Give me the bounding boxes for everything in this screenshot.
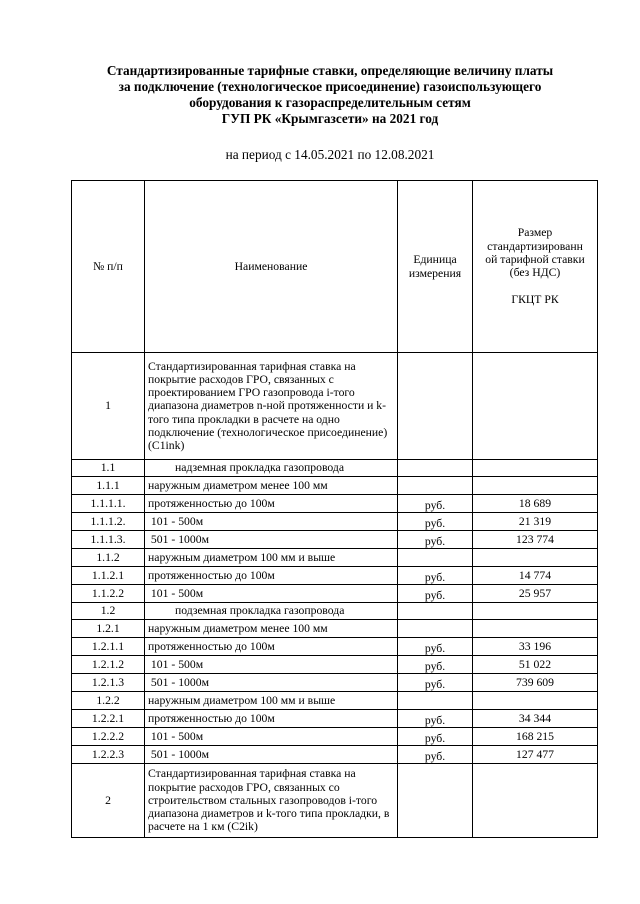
row-value: 14 774 (473, 567, 598, 585)
row-value: 739 609 (473, 674, 598, 692)
table-row (72, 495, 598, 513)
row-value (473, 477, 598, 495)
row-unit (398, 764, 473, 838)
row-value (473, 603, 598, 620)
row-value (473, 460, 598, 477)
row-name: наружным диаметром 100 мм и выше (145, 692, 398, 710)
row-unit: руб. (398, 728, 473, 746)
table-row (72, 674, 598, 692)
row-name: 101 - 500м (145, 585, 398, 603)
row-unit: руб. (398, 674, 473, 692)
table-row (72, 460, 598, 477)
row-value: 127 477 (473, 746, 598, 764)
row-num: 1.2.1.2 (72, 656, 145, 674)
header-num: № п/п (72, 181, 145, 353)
row-num: 1.2.2 (72, 692, 145, 710)
table-row (72, 531, 598, 549)
row-value: 18 689 (473, 495, 598, 513)
row-name: 101 - 500м (145, 513, 398, 531)
table-header-row (72, 181, 598, 353)
row-num: 2 (72, 764, 145, 838)
header-rate-line-1: Размер (517, 226, 553, 240)
row-num: 1 (72, 353, 145, 460)
header-rate-line-3: ой тарифной ставки (485, 252, 585, 266)
row-name: протяженностью до 100м (145, 495, 398, 513)
row-num: 1.1 (72, 460, 145, 477)
row-num: 1.1.1.1. (72, 495, 145, 513)
title-line-3: оборудования к газораспределительным сетям (189, 95, 471, 110)
document-title (60, 63, 600, 127)
row-value (473, 764, 598, 838)
row-num: 1.1.1.3. (72, 531, 145, 549)
row-value: 51 022 (473, 656, 598, 674)
row-unit: руб. (398, 513, 473, 531)
row-name: наружным диаметром 100 мм и выше (145, 549, 398, 567)
table-row (72, 710, 598, 728)
row-unit: руб. (398, 531, 473, 549)
row-num: 1.1.1 (72, 477, 145, 495)
table-row (72, 764, 598, 838)
row-num: 1.1.1.2. (72, 513, 145, 531)
row-value: 168 215 (473, 728, 598, 746)
row-value: 21 319 (473, 513, 598, 531)
row-num: 1.2 (72, 603, 145, 620)
row-name: 501 - 1000м (145, 674, 398, 692)
row-value (473, 549, 598, 567)
period-text: на период с 14.05.2021 по 12.08.2021 (225, 147, 435, 162)
row-num: 1.2.1.3 (72, 674, 145, 692)
row-num: 1.1.2.1 (72, 567, 145, 585)
table-row (72, 477, 598, 495)
row-num: 1.2.1.1 (72, 638, 145, 656)
header-unit-line-1: Единица (413, 253, 457, 267)
row-value: 34 344 (473, 710, 598, 728)
header-name: Наименование (145, 181, 398, 353)
row-num: 1.2.2.1 (72, 710, 145, 728)
table-row (72, 567, 598, 585)
row-unit: руб. (398, 710, 473, 728)
table-row (72, 620, 598, 638)
row-unit (398, 620, 473, 638)
row-value (473, 620, 598, 638)
row-name: надземная прокладка газопровода (145, 460, 398, 477)
row-value: 25 957 (473, 585, 598, 603)
table-row (72, 585, 598, 603)
table-row (72, 353, 598, 460)
row-name: протяженностью до 100м (145, 567, 398, 585)
title-line-2: за подключение (технологическое присоединение) газоиспользующего (118, 79, 542, 94)
row-name: 101 - 500м (145, 728, 398, 746)
header-unit (398, 181, 473, 353)
row-num: 1.2.2.2 (72, 728, 145, 746)
row-name: Стандартизированная тарифная ставка на покрытие расходов ГРО, связанных с проектированием ГРО газопровода i-того диапазона диаметров n-ной протяженности и k-того типа прокладки в расчете на одно подключение (технологическое присоединение) (C1ink) (145, 353, 398, 460)
table-row (72, 728, 598, 746)
row-unit (398, 603, 473, 620)
row-unit (398, 477, 473, 495)
row-name: Стандартизированная тарифная ставка на покрытие расходов ГРО, связанных со строительством стальных газопроводов i-того диапазона диаметров и k-того типа прокладки, в расчете на 1 км (C2ik) (145, 764, 398, 838)
row-name: 501 - 1000м (145, 531, 398, 549)
table-row (72, 638, 598, 656)
header-rate-line-2: стандартизированн (487, 239, 583, 253)
tariff-table (71, 180, 598, 838)
row-num: 1.2.2.3 (72, 746, 145, 764)
row-num: 1.1.2.2 (72, 585, 145, 603)
row-unit: руб. (398, 495, 473, 513)
table-row (72, 746, 598, 764)
table-row (72, 603, 598, 620)
row-name: наружным диаметром менее 100 мм (145, 477, 398, 495)
row-value: 123 774 (473, 531, 598, 549)
table-row (72, 692, 598, 710)
row-value: 33 196 (473, 638, 598, 656)
title-line-4: ГУП РК «Крымгазсети» на 2021 год (221, 111, 439, 126)
row-name: подземная прокладка газопровода (145, 603, 398, 620)
table-row (72, 549, 598, 567)
row-unit (398, 353, 473, 460)
row-unit: руб. (398, 638, 473, 656)
row-unit: руб. (398, 746, 473, 764)
header-rate (473, 181, 598, 353)
row-num: 1.1.2 (72, 549, 145, 567)
header-rate-org: ГКЦТ РК (511, 293, 559, 307)
row-unit (398, 692, 473, 710)
row-name: наружным диаметром менее 100 мм (145, 620, 398, 638)
row-value (473, 692, 598, 710)
row-unit (398, 549, 473, 567)
table-row (72, 513, 598, 531)
row-name: протяженностью до 100м (145, 710, 398, 728)
row-num: 1.2.1 (72, 620, 145, 638)
header-rate-line-4: (без НДС) (509, 266, 561, 280)
header-unit-line-2: измерения (408, 266, 462, 280)
table-row (72, 656, 598, 674)
row-unit: руб. (398, 656, 473, 674)
row-unit: руб. (398, 585, 473, 603)
title-line-1: Стандартизированные тарифные ставки, определяющие величину платы (106, 63, 554, 78)
row-value (473, 353, 598, 460)
row-name: 501 - 1000м (145, 746, 398, 764)
row-name: 101 - 500м (145, 656, 398, 674)
row-unit: руб. (398, 567, 473, 585)
row-unit (398, 460, 473, 477)
row-name: протяженностью до 100м (145, 638, 398, 656)
